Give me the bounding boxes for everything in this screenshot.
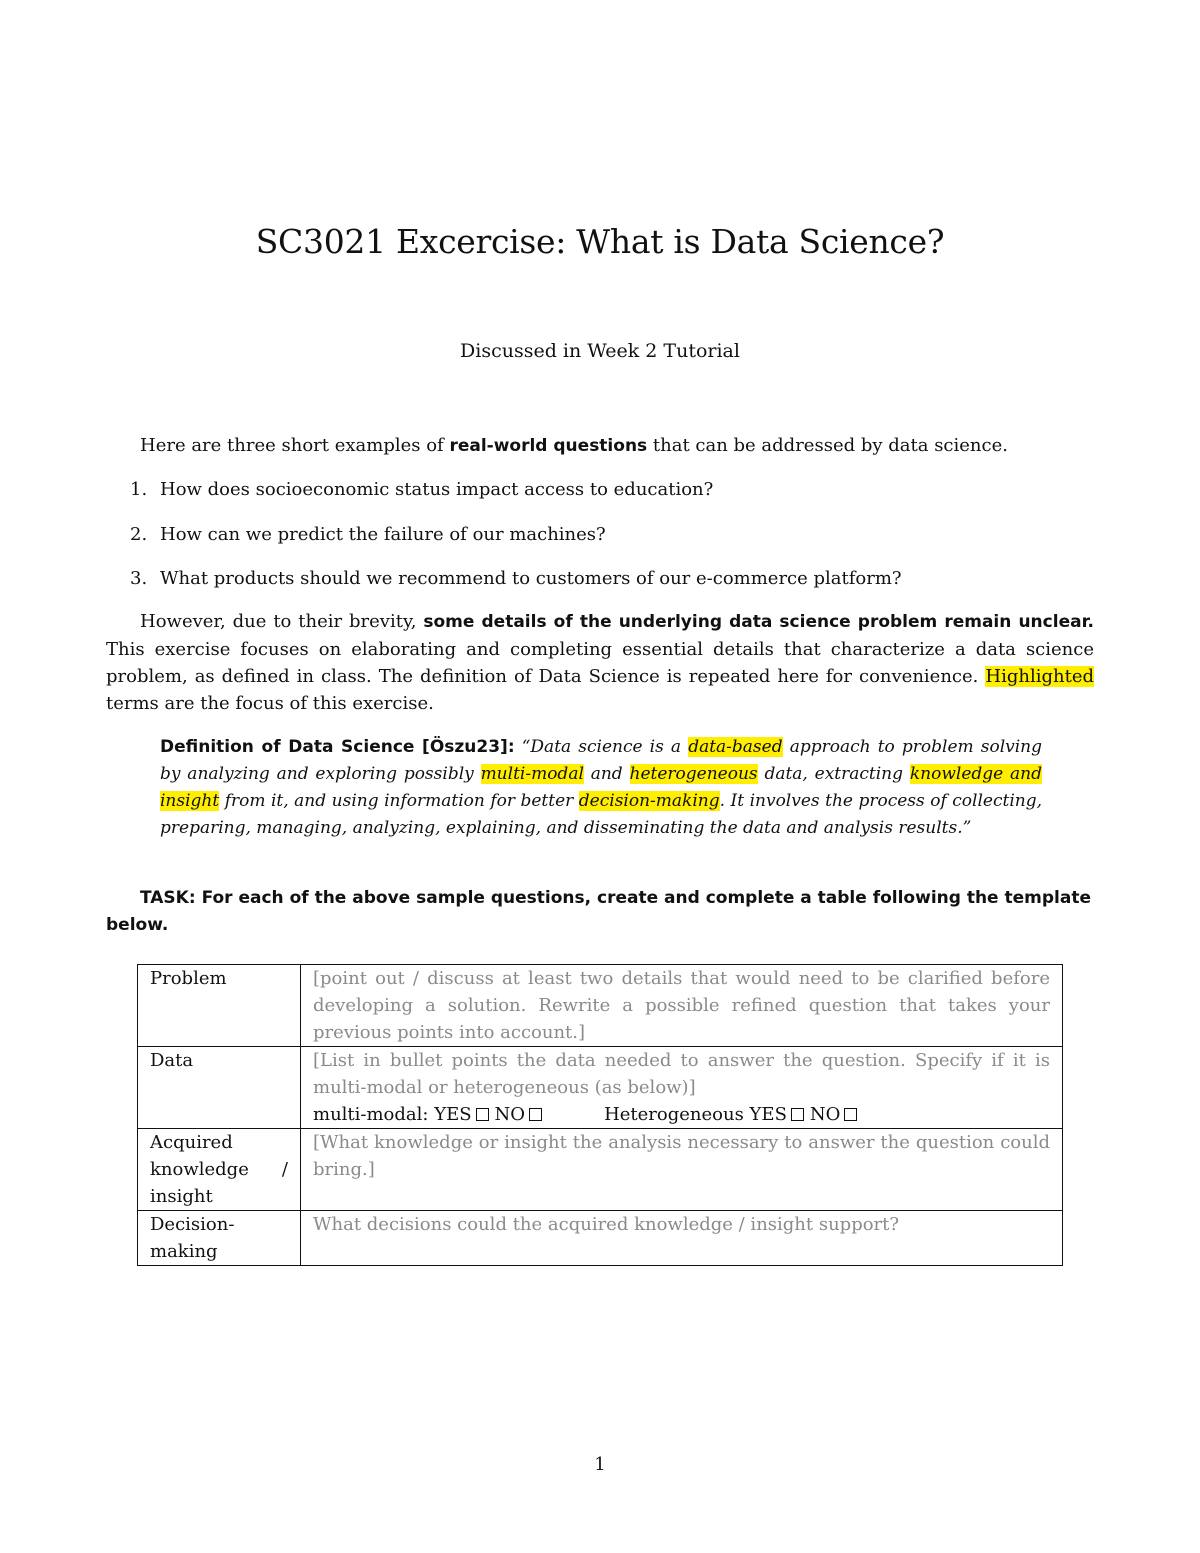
row-label-data: Data bbox=[138, 1047, 301, 1129]
multimodal-label: multi-modal: YES bbox=[313, 1104, 472, 1125]
however-text-end: terms are the focus of this exercise. bbox=[106, 693, 434, 714]
row-content-problem: [point out / discuss at least two details that would need to be clarified before developing a solution. Rewrite a possible refined question that takes your previous points into account.] bbox=[301, 965, 1063, 1047]
question-text: What products should we recommend to customers of our e-commerce platform? bbox=[160, 568, 902, 589]
highlight-multi-modal: multi-modal bbox=[480, 764, 584, 784]
row-label-problem: Problem bbox=[138, 965, 301, 1047]
definition-text: approach to problem solving by analyzing and exploring possibly bbox=[160, 737, 1043, 784]
task-paragraph bbox=[106, 885, 1094, 939]
row-content-decision: What decisions could the acquired knowledge / insight support? bbox=[301, 1211, 1063, 1266]
highlighted-word: Highlighted bbox=[985, 666, 1094, 687]
label-line: Acquired bbox=[150, 1132, 233, 1153]
data-checkbox-line bbox=[313, 1101, 1050, 1128]
label-line bbox=[150, 1156, 288, 1183]
list-number: 2. bbox=[130, 523, 148, 545]
definition-text: and bbox=[583, 764, 630, 784]
row-label-decision bbox=[138, 1211, 301, 1266]
checkbox-icon[interactable] bbox=[476, 1108, 489, 1121]
heterogeneous-label: Heterogeneous YES bbox=[604, 1104, 787, 1125]
definition-text: “Data science is a bbox=[514, 737, 689, 757]
table-row bbox=[138, 965, 1063, 1047]
question-text: How does socioeconomic status impact access to education? bbox=[160, 479, 714, 500]
however-text-after: This exercise focuses on elaborating and completing essential details that characterize a data science problem, as defined in class. The definition of Data Science is repeated here for convenience. bbox=[106, 639, 1094, 687]
template-table bbox=[137, 964, 1063, 1266]
however-bold: some details of the underlying data science problem remain unclear. bbox=[423, 612, 1094, 632]
table-row bbox=[138, 1211, 1063, 1266]
definition-text: . It involves the process of collecting, preparing, managing, analyzing, explaining, and disseminating the data and analysis results.” bbox=[160, 791, 1043, 838]
highlight-decision-making: decision-making bbox=[578, 791, 720, 811]
however-text-before: However, due to their brevity, bbox=[140, 611, 424, 632]
intro-text-after: that can be addressed by data science. bbox=[647, 435, 1008, 456]
list-number: 3. bbox=[130, 568, 148, 589]
row-content-acquired: [What knowledge or insight the analysis necessary to answer the question could bring.] bbox=[301, 1129, 1063, 1211]
question-list bbox=[130, 476, 902, 610]
row-label-acquired bbox=[138, 1129, 301, 1211]
label-word: knowledge bbox=[150, 1159, 249, 1180]
question-text: How can we predict the failure of our machines? bbox=[160, 523, 606, 545]
definition-block bbox=[160, 734, 1042, 842]
page-number: 1 bbox=[594, 1454, 606, 1475]
task-text: For each of the above sample questions, create and complete a table following the template below. bbox=[106, 888, 1092, 935]
label-slash: / bbox=[281, 1159, 288, 1180]
data-instructions: [List in bullet points the data needed to answer the question. Specify if it is multi-modal or heterogeneous (as below)] bbox=[313, 1050, 1050, 1098]
checkbox-icon[interactable] bbox=[529, 1108, 542, 1121]
definition-label: Definition of Data Science [Öszu23]: bbox=[160, 737, 515, 757]
table-row bbox=[138, 1047, 1063, 1129]
list-number: 1. bbox=[130, 479, 148, 500]
table-row bbox=[138, 1129, 1063, 1211]
checkbox-icon[interactable] bbox=[844, 1108, 857, 1121]
label-line: insight bbox=[150, 1186, 213, 1207]
label-line: Decision- bbox=[150, 1214, 235, 1235]
highlight-knowledge-insight: knowledge and insight bbox=[160, 764, 1042, 811]
label-line: making bbox=[150, 1241, 218, 1262]
row-content-data bbox=[301, 1047, 1063, 1129]
page-subtitle: Discussed in Week 2 Tutorial bbox=[460, 340, 740, 362]
checkbox-icon[interactable] bbox=[791, 1108, 804, 1121]
however-paragraph bbox=[106, 608, 1094, 717]
highlight-heterogeneous: heterogeneous bbox=[629, 764, 758, 784]
list-item bbox=[130, 565, 902, 610]
list-item bbox=[130, 476, 902, 521]
definition-text: from it, and using information for better bbox=[219, 791, 579, 811]
no-label: NO bbox=[809, 1104, 841, 1125]
page-title: SC3021 Excercise: What is Data Science? bbox=[255, 222, 945, 261]
list-item bbox=[130, 521, 902, 566]
intro-text-before: Here are three short examples of bbox=[140, 435, 450, 456]
highlight-data-based: data-based bbox=[688, 737, 783, 757]
intro-bold: real-world questions bbox=[449, 436, 648, 456]
task-label: TASK: bbox=[140, 888, 196, 908]
no-label: NO bbox=[494, 1104, 526, 1125]
definition-text: data, extracting bbox=[757, 764, 910, 784]
intro-paragraph bbox=[140, 432, 1100, 460]
